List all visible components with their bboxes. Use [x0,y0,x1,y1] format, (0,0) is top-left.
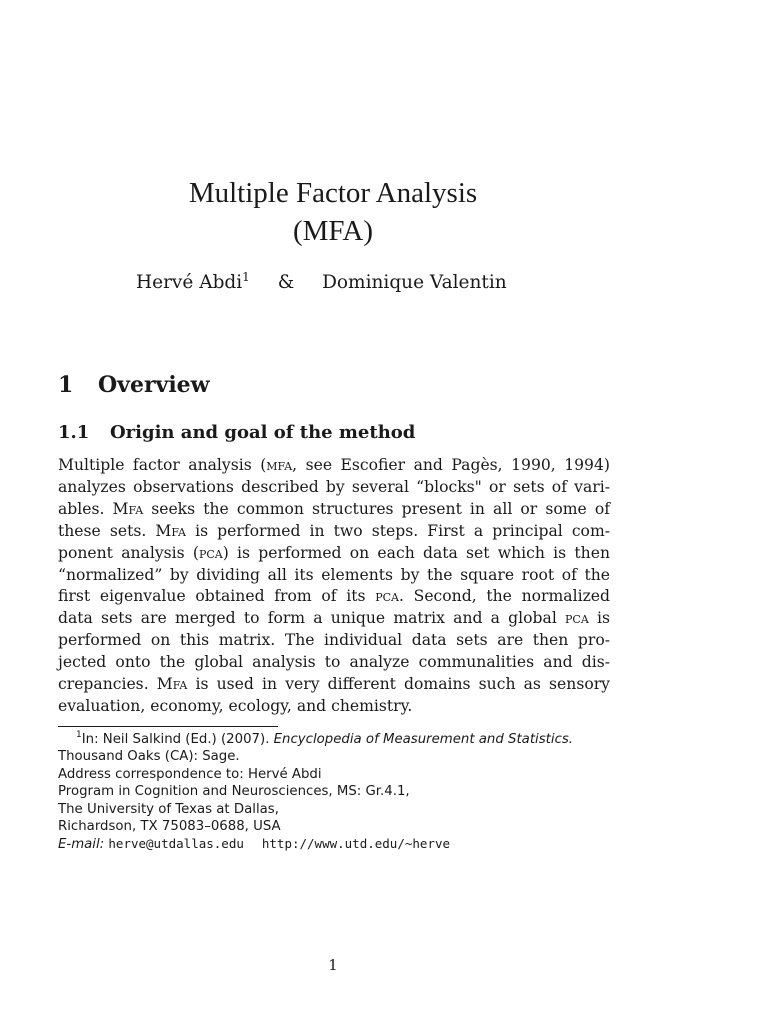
footnote-rule [58,726,278,727]
page-number: 1 [328,956,338,974]
homepage-link[interactable]: http://www.utd.edu/~herve [261,836,451,852]
author-second: Dominique Valentin [322,272,507,293]
footnote-line: Thousand Oaks (CA): Sage. [58,749,240,765]
footnote [58,731,618,854]
email-link[interactable]: herve@utdallas.edu [108,836,244,852]
section-title: Overview [98,372,210,398]
body-line: these sets. Mfa is performed in two steps. First a principal com- [58,521,610,540]
body-paragraph [58,455,610,718]
author-line [136,270,507,296]
author-first: Hervé Abdi [136,272,243,293]
body-line: jected onto the global analysis to analyze communalities and dis- [58,653,610,672]
footnote-line: Program in Cognition and Neurosciences, MS: Gr.4.1, [58,784,410,800]
subsection-title: Origin and goal of the method [110,422,416,443]
subsection-number: 1.1 [58,422,90,443]
body-line: performed on this matrix. The individual data sets are then pro- [58,631,610,650]
body-line: first eigenvalue obtained from of its pca. Second, the normalized [58,587,610,606]
subsection-heading [58,420,415,446]
paper-title-line-1: Multiple Factor Analysis [188,177,478,209]
email-label: E-mail: [58,837,105,853]
body-line: crepancies. Mfa is used in very different domains such as sensory [58,675,610,694]
footnote-line: The University of Texas at Dallas, [58,801,279,817]
body-line: “normalized” by dividing all its elements by the square root of the [58,565,610,584]
body-line: evaluation, economy, ecology, and chemistry. [58,696,413,715]
body-line: analyzes observations described by several “blocks" or sets of vari- [58,477,610,496]
footnote-line: Address correspondence to: Hervé Abdi [58,766,322,782]
footnote-line: $^1$In: Neil Salkind (Ed.) (2007). Encyclopedia of Measurement and Statistics. [76,730,574,747]
body-line: ponent analysis (pca) is performed on each data set which is then [58,543,610,562]
author-separator: & [277,272,295,293]
section-number: 1 [58,372,74,398]
body-line: ables. Mfa seeks the common structures present in all or some of [58,499,610,518]
footnote-line: Richardson, TX 75083–0688, USA [58,819,281,835]
footnote-marker: 1 [76,730,82,740]
body-line: Multiple factor analysis (mfa, see Escofier and Pagès, 1990, 1994) [58,456,610,474]
paper-title-line-2: (MFA) [292,215,374,247]
section-heading [58,370,210,400]
footnote-contact-line [58,835,618,853]
author-footnote-marker: 1 [242,270,250,284]
body-line: data sets are merged to form a unique matrix and a global pca is [58,609,610,628]
